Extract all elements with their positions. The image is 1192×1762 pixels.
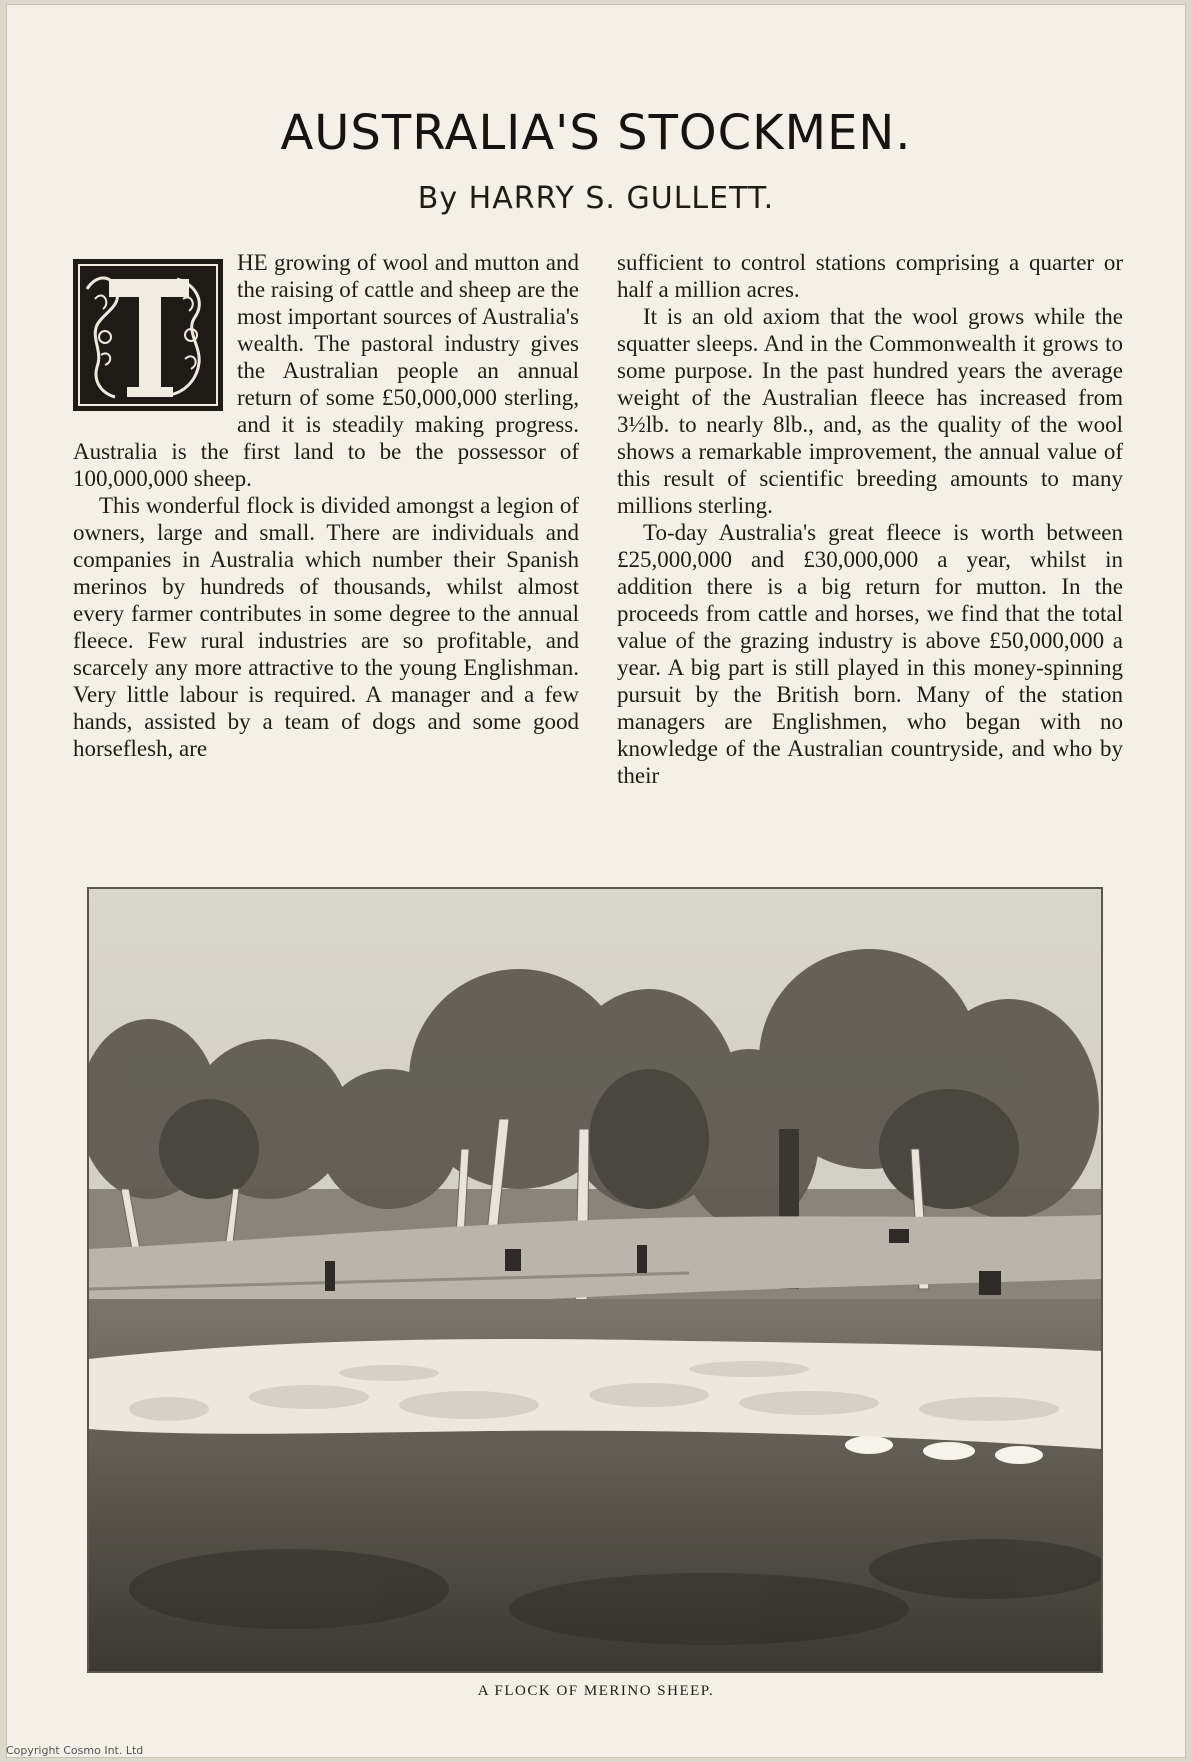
paragraph: It is an old axiom that the wool grows while the squatter sleeps. And in the Commonwealth it grows to some purpose. In the past hundred years the average weight of the Australian fleece has increased from 3½lb. to nearly 8lb., and, as the quality of the wool shows a remarkable improvement, the annual value of this result of scientific breeding amounts to many millions sterling. — [617, 304, 1123, 518]
paragraph: HE growing of wool and mutton and the raising of cattle and sheep are the most important sources of Australia's wealth. The pastoral industry gives the Australian people an annual return of some £50,000,000 sterling, and it is steadily making progress. Australia is the first land to be the possessor of 100,000,000 sheep. — [73, 250, 579, 491]
photo-merino-flock — [87, 887, 1103, 1673]
ornamental-dropcap-icon — [73, 259, 223, 411]
sheep-flock-illustration — [89, 889, 1101, 1671]
paragraph: This wonderful flock is divided amongst a legion of owners, large and small. There are individuals and companies in Australia which number their Spanish merinos by hundreds of thousands, whilst almost every farmer contributes in some degree to the annual fleece. Few rural industries are so profitable, and scarcely any more attractive to the young Englishman. Very little labour is required. A manager and a few hands, assisted by a team of dogs and some good horseflesh, are — [73, 493, 579, 761]
paragraph: sufficient to control stations comprising a quarter or half a million acres. — [617, 250, 1123, 302]
magazine-page — [6, 4, 1186, 1758]
paragraph: To-day Australia's great fleece is worth between £25,000,000 and £30,000,000 a year, whilst in addition there is a big return for mutton. In the proceeds from cattle and horses, we find that the total value of the grazing industry is above £50,000,000 a year. A big part is still played in this money-spinning pursuit by the British born. Many of the station managers are Englishmen, who began with no knowledge of the Australian countryside, and who by their — [617, 520, 1123, 788]
copyright-notice: Copyright Cosmo Int. Ltd — [6, 1744, 144, 1757]
photo-caption: A FLOCK OF MERINO SHEEP. — [477, 1683, 715, 1699]
article-body — [73, 249, 1123, 849]
left-column — [73, 249, 579, 762]
article-title: AUSTRALIA'S STOCKMEN. — [280, 105, 912, 161]
article-byline: By HARRY S. GULLETT. — [417, 181, 775, 216]
right-column — [617, 249, 1123, 789]
